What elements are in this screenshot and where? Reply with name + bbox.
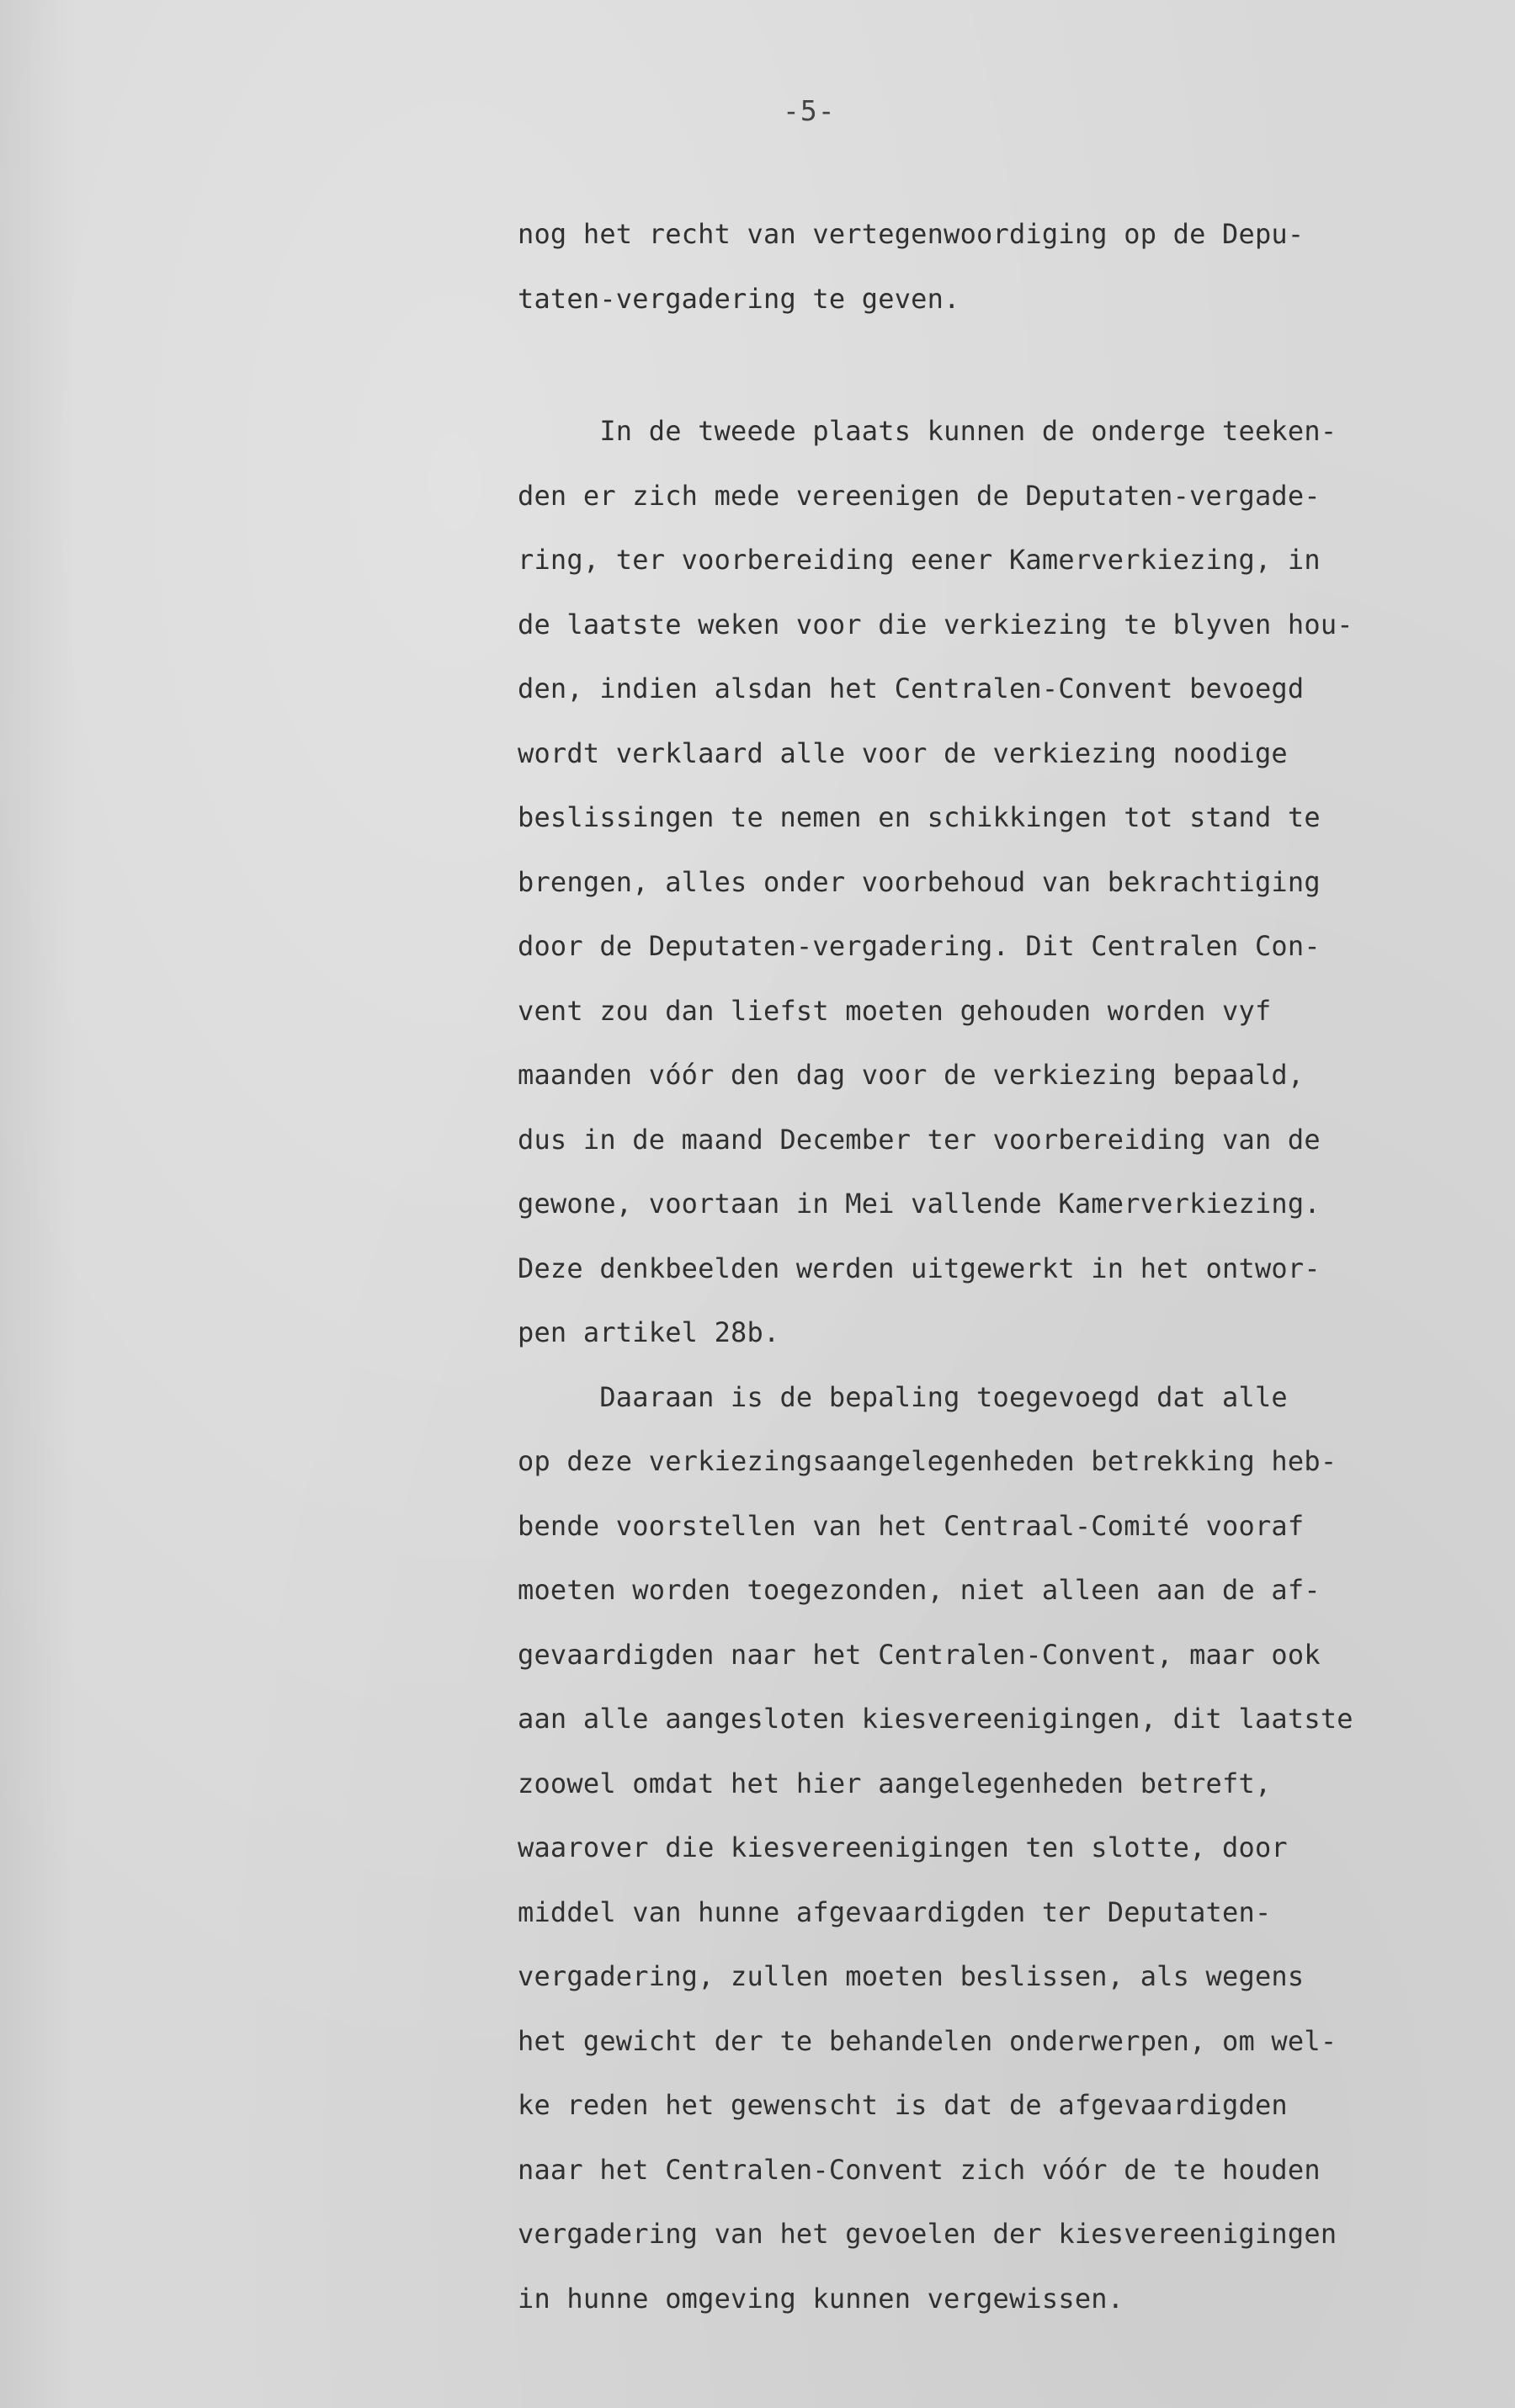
text-line: pen artikel 28b.	[518, 1316, 780, 1348]
text-line: middel van hunne afgevaardigden ter Deputaten-	[518, 1895, 1272, 1928]
text-line: den er zich mede vereenigen de Deputaten-vergade-	[518, 479, 1321, 512]
text-line: Daaraan is de bepaling toegevoegd dat alle	[518, 1380, 1288, 1413]
text-line: door de Deputaten-vergadering. Dit Centralen Con-	[518, 930, 1321, 962]
page-edge-shadow	[0, 0, 76, 2408]
text-line: beslissingen te nemen en schikkingen tot stand te	[518, 801, 1321, 833]
text-line: dus in de maand December ter voorbereiding van de	[518, 1123, 1321, 1156]
text-line: In de tweede plaats kunnen de onderge teeken-	[518, 415, 1337, 447]
text-line: vent zou dan liefst moeten gehouden worden vyf	[518, 994, 1272, 1027]
paragraph-gap	[518, 331, 1507, 399]
text-line: gewone, voortaan in Mei vallende Kamerverkiezing.	[518, 1188, 1321, 1220]
text-line: taten-vergadering te geven.	[518, 282, 960, 315]
text-line: in hunne omgeving kunnen vergewissen.	[518, 2282, 1124, 2315]
text-line: Deze denkbeelden werden uitgewerkt in het ontwor-	[518, 1252, 1321, 1284]
paragraph-2	[518, 399, 1507, 1365]
text-line: brengen, alles onder voorbehoud van bekrachtiging	[518, 865, 1321, 898]
text-line: waarover die kiesvereenigingen ten slotte, door	[518, 1831, 1288, 1863]
text-line: naar het Centralen-Convent zich vóór de te houden	[518, 2153, 1321, 2186]
paragraph-1	[518, 202, 1507, 331]
text-line: ring, ter voorbereiding eener Kamerverkiezing, in	[518, 544, 1321, 576]
text-line: moeten worden toegezonden, niet alleen aan de af-	[518, 1574, 1321, 1606]
page-number: -5-	[783, 94, 836, 127]
text-line: zoowel omdat het hier aangelegenheden betreft,	[518, 1767, 1272, 1799]
text-line: gevaardigden naar het Centralen-Convent, maar ook	[518, 1638, 1321, 1671]
text-line: aan alle aangesloten kiesvereenigingen, dit laatste	[518, 1703, 1353, 1735]
text-line: nog het recht van vertegenwoordiging op de Depu-	[518, 218, 1305, 250]
text-line: op deze verkiezingsaangelegenheden betrekking heb-	[518, 1445, 1337, 1477]
text-line: de laatste weken voor die verkiezing te blyven hou-	[518, 608, 1353, 641]
text-line: het gewicht der te behandelen onderwerpen, om wel-	[518, 2024, 1337, 2057]
text-line: vergadering van het gevoelen der kiesvereenigingen	[518, 2218, 1337, 2250]
text-line: wordt verklaard alle voor de verkiezing noodige	[518, 736, 1288, 769]
text-line: maanden vóór den dag voor de verkiezing bepaald,	[518, 1059, 1305, 1091]
text-line: den, indien alsdan het Centralen-Convent bevoegd	[518, 672, 1305, 704]
text-line: bende voorstellen van het Centraal-Comité vooraf	[518, 1509, 1305, 1542]
text-line: vergadering, zullen moeten beslissen, als wegens	[518, 1960, 1305, 1992]
paragraph-3	[518, 1365, 1507, 2331]
body-text	[518, 202, 1507, 2331]
text-line: ke reden het gewenscht is dat de afgevaardigden	[518, 2089, 1288, 2121]
